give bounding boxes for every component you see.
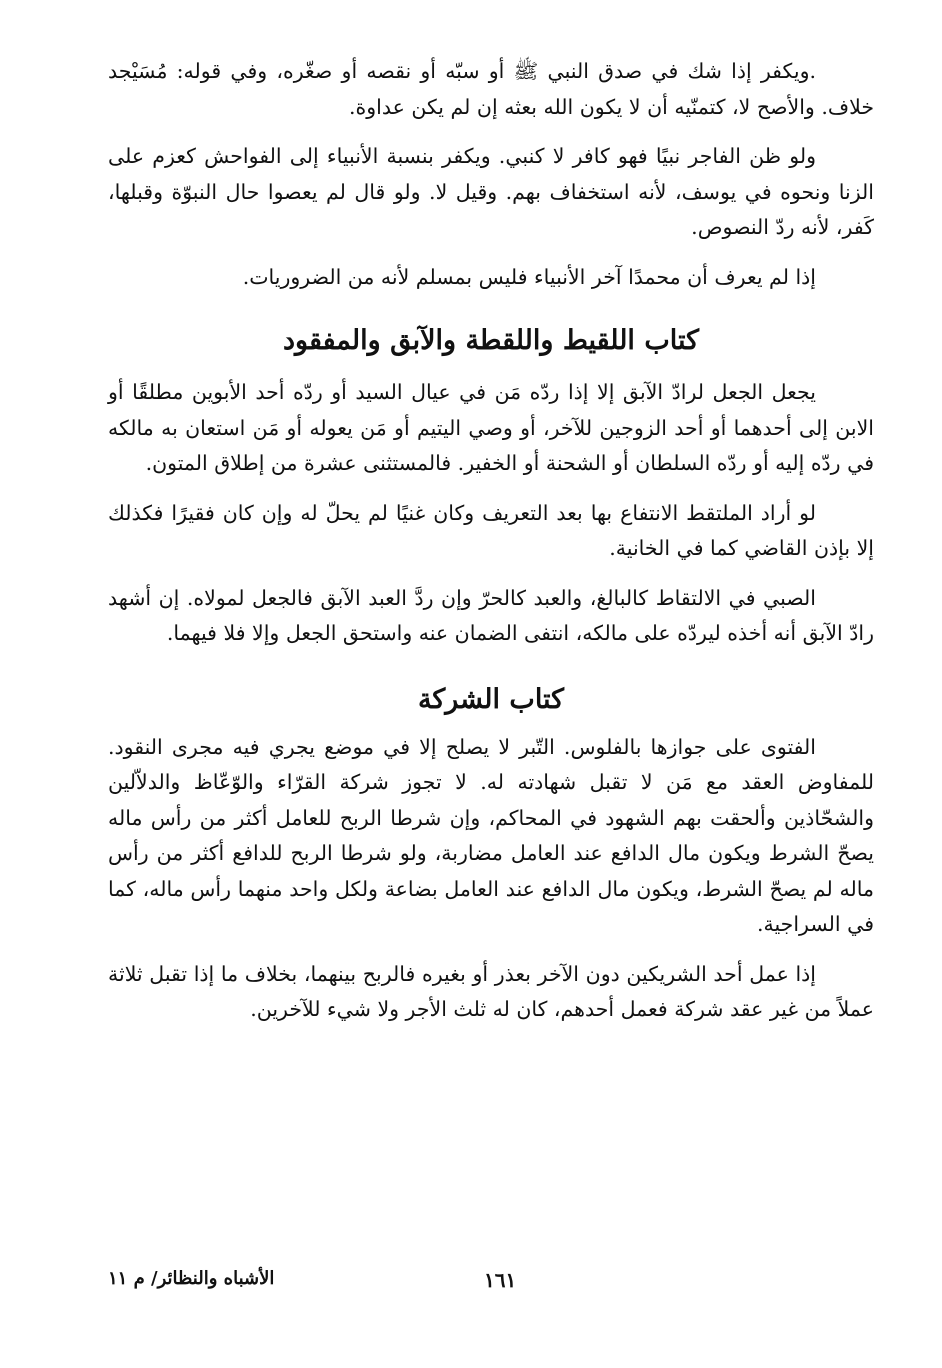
paragraph: لو أراد الملتقط الانتفاع بها بعد التعريف وكان غنيًا لم يحلّ له وإن كان فقيرًا فكذلك إلا بإذن القاضي كما في الخانية.	[108, 500, 874, 560]
paragraph: الفتوى على جوازها بالفلوس. التّبر لا يصلح إلا في موضع يجري فيه مجرى النقود. للمفاوض العقد مع مَن لا تقبل شهادته له. لا تجوز شركة القرّاء والوّعّاظ والدلاّلين والشحّاذين وألحقت بهم الشهود في المحاكم، وإن شرطا الربح للعامل أكثر من رأس ماله يصحّ الشرط ويكون مال الدافع عند العامل مضاربة، ولو شرطا الربح للدافع أكثر من رأس ماله لم يصحّ الشرط، ويكون مال الدافع عند العامل بضاعة ولكل واحد منهما رأس ماله، كما في السراجية.	[108, 734, 874, 936]
paragraph: الصبي في الالتقاط كالبالغ، والعبد كالحرّ وإن ردَّ العبد الآبق فالجعل لمولاه. إن أشهد رادّ الآبق أنه أخذه ليردّه على مالكه، انتفى الضمان عنه واستحق الجعل وإلا فلا فيهما.	[108, 585, 874, 645]
paragraph: إذا عمل أحد الشريكين دون الآخر بعذر أو بغيره فالربح بينهما، بخلاف ما إذا تقبل ثلاثة عملاً من غير عقد شركة فعمل أحدهم، كان له ثلث الأجر ولا شيء للآخرين.	[108, 961, 874, 1021]
paragraph: ولو ظن الفاجر نبيًا فهو كافر لا كنبي. ويكفر بنسبة الأنبياء إلى الفواحش كعزم على الزنا ونحوه في يوسف، لأنه استخفاف بهم. وقيل لا. ولو قال لم يعصوا حال النبوّة وقبلها، كَفر، لأنه ردّ النصوص.	[108, 144, 874, 239]
page-number: ١٦١	[484, 1268, 517, 1292]
paragraph: .ويكفر إذا شك في صدق النبي ﷺ أو سبّه أو نقصه أو صغّره، وفي قوله: مُسَيْجد خلاف. والأصح لا، كتمنّيه أن لا يكون الله بعثه إن لم يكن عداوة.	[108, 59, 874, 119]
book-reference: الأشباه والنظائر/ م ١١	[108, 1268, 275, 1289]
page-body	[108, 54, 874, 1028]
page-footer	[108, 1268, 874, 1298]
paragraph: إذا لم يعرف أن محمدًا آخر الأنبياء فليس بمسلم لأنه من الضروريات.	[242, 264, 816, 289]
chapter-heading-sharika: كتاب الشركة	[417, 683, 565, 715]
chapter-heading-luqata: كتاب اللقيط واللقطة والآبق والمفقود	[283, 325, 699, 356]
paragraph: يجعل الجعل لرادّ الآبق إلا إذا ردّه مَن في عيال السيد أو ردّه أحد الأبوين مطلقًا أو الابن إلى أحدهما أو أحد الزوجين للآخر، أو وصي اليتيم أو مَن يعوله أو مَن استعان به مالكه في ردّه إليه أو ردّه السلطان أو الشحنة أو الخفير. فالمستثنى عشرة من إطلاق المتون.	[108, 380, 874, 475]
